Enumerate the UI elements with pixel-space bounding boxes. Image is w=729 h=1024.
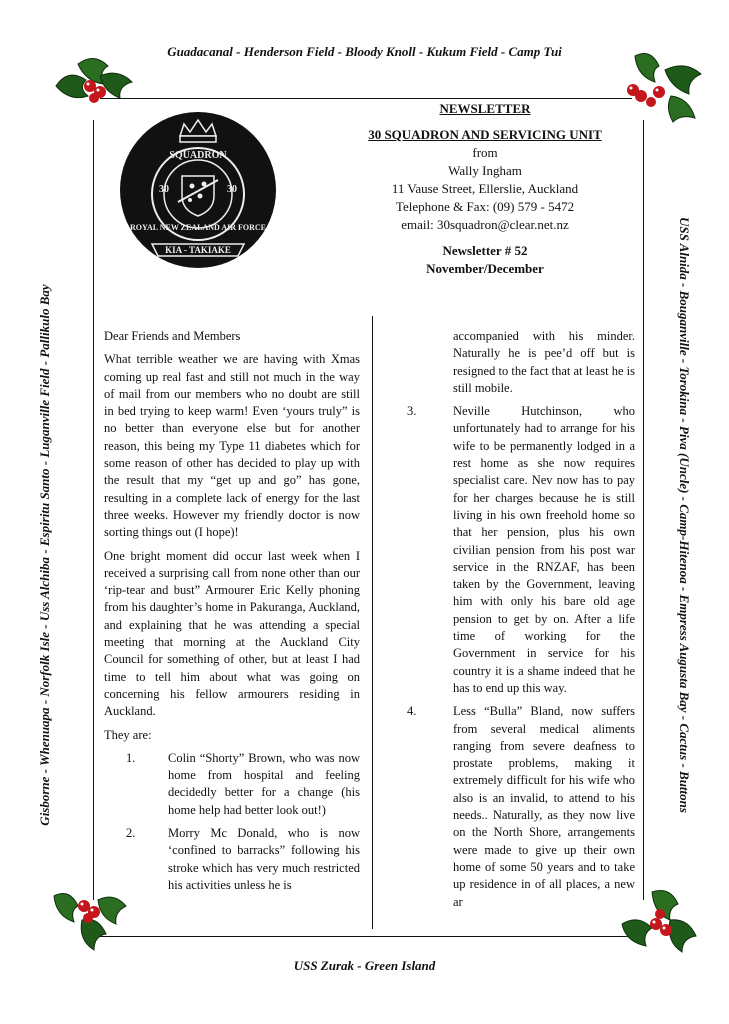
frame-top-line — [100, 98, 632, 99]
right-column — [405, 328, 635, 917]
list-item — [405, 403, 635, 697]
they-are-label: They are: — [104, 727, 152, 742]
list-item-text: Morry Mc Donald, who is now ‘confined to barracks” following his stroke which has very much restricted his activities unless he is — [168, 826, 360, 892]
editor-name: Wally Ingham — [448, 163, 522, 178]
paragraph: One bright moment did occur last week when I received a surprising call from none other than our ‘rip-tear and bust” Armourer Eric Kelly phoning from his daughter’s home in Pakuranga, Auckland, and explaining that he was attending a special meeting that morning at the Auckland City Council for something of other, but at least I had time to tell him about what was going on concerning his fellow armourers residing in Auckland. — [104, 548, 360, 719]
list-item-text: Less “Bulla” Bland, now suffers from several medical aliments ranging from severe deafness to prostate problems, making it extremely difficult for his wife who also is an invalid, to attend to his needs.. Naturally, as they now live on the North Shore, arrangements were made to give up their own home of some 50 years and to take up residence in of all places, a new ar — [453, 704, 635, 909]
border-bottom-places: USS Zurak - Green Island — [293, 958, 436, 973]
frame-right-line — [643, 120, 644, 900]
squadron-crest-icon — [118, 110, 278, 270]
crest-number-right: 30 — [227, 184, 237, 195]
issue-period: November/December — [426, 261, 544, 276]
newsletter-title: NEWSLETTER — [439, 101, 531, 116]
column-divider — [372, 316, 373, 929]
list-item-number: 3. — [407, 404, 417, 419]
crest-number-left: 30 — [159, 184, 169, 195]
issue-number: Newsletter # 52 — [442, 243, 528, 258]
crest-squadron-text: SQUADRON — [169, 150, 227, 161]
unit-title: 30 SQUADRON AND SERVICING UNIT — [368, 127, 602, 142]
frame-bottom-line — [100, 936, 632, 937]
crest-motto: KIA - TAKIAKE — [165, 245, 231, 255]
border-top-places: Guadacanal - Henderson Field - Bloody Knoll - Kukum Field - Camp Tui — [167, 44, 562, 59]
continuation-text: accompanied with his minder. Naturally he is pee’d off but is resigned to the fact that at least he is still mobile. — [453, 329, 635, 395]
left-column — [104, 328, 360, 900]
list-item — [104, 750, 360, 819]
editor-email: email: 30squadron@clear.net.nz — [401, 217, 569, 232]
paragraph: What terrible weather we are having with Xmas coming up real fast and still not much in the way of mail from our members who no doubt are still in bed trying to keep warm! Even ‘yours truly” is no better than everyone else but for another reason, this being my Type 11 diabetes which for some reason of other has decided to play up with the result that my “get up and go” has gone, resulting in a complete lack of energy for the last three weeks. However my friendly doctor is now sorting things out (I hope)! — [104, 352, 360, 540]
crest-ring-text: ROYAL NEW ZEALAND AIR FORCE — [129, 223, 267, 232]
editor-address: 11 Vause Street, Ellerslie, Auckland — [391, 181, 579, 196]
list-item-number: 4. — [407, 704, 417, 719]
list-item-number: 2. — [126, 826, 136, 841]
border-right-places: USS Alnida - Bouganville - Torokina - Piva (Uncle) - Camp-Hitenoa - Empress Augusta Bay - Cactus - Buttons — [677, 217, 692, 813]
list-item-number: 1. — [126, 750, 136, 765]
list-item-text: Colin “Shorty” Brown, who was now home from hospital and feeling decidedly better for a change (his home help had better look out!) — [168, 750, 360, 817]
border-left-places: Gisborne - Whenuapa - Norfolk Isle - Uss Alchiba - Espiritu Santo - Luganville Field - Pallikulo Bay — [37, 284, 52, 826]
list-item-text: Neville Hutchinson, who unfortunately had to arrange for his wife to be permanently lodged in a rest home as she now requires specialist care. Nev now has to pay for her charges because he is still living in his own freehold home so that her pension, plus his own civilian pension from his post war service in the RNZAF, has been taken by the Government, leaving him with only his bare old age pension to get by on. After a life time of working for the Government in service for his country it is a shame indeed that he has to end up this way. — [453, 404, 635, 695]
from-label: from — [472, 145, 498, 160]
greeting: Dear Friends and Members — [104, 329, 241, 343]
editor-phone: Telephone & Fax: (09) 579 - 5472 — [395, 199, 575, 214]
list-item — [104, 825, 360, 894]
masthead — [340, 100, 630, 278]
frame-left-line — [93, 120, 94, 900]
list-item — [405, 703, 635, 911]
